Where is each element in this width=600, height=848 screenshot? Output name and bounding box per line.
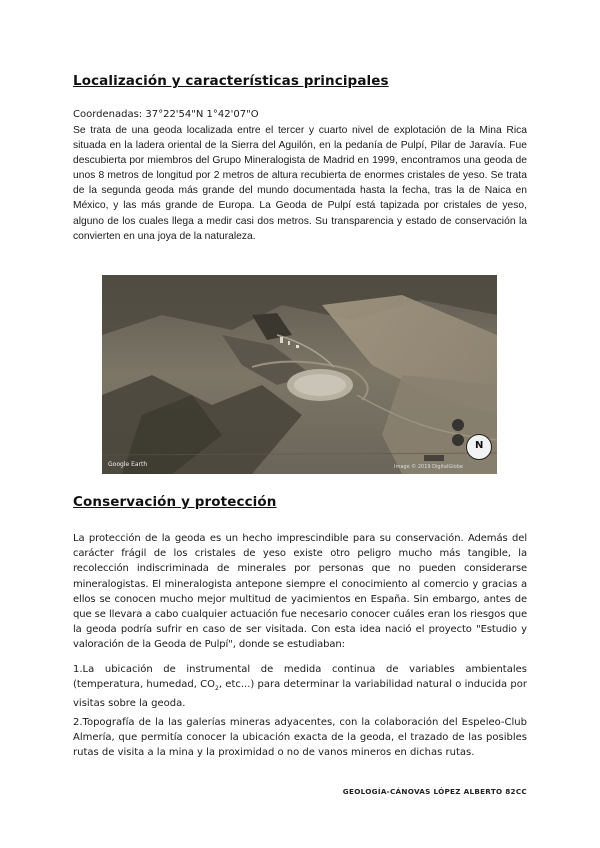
- item1-text-after: , etc...) para determinar la variabilidad natural o inducida por visitas sobre la geoda.: [73, 679, 527, 710]
- list-item-topography: 2.Topografía de la las galerías mineras adyacentes, con la colaboración del Espeleo-Club Almería, que permitía conocer la ubicación exacta de la geoda, el trazado de las posibles rutas de visita a la mina y la proximidad o no de vanos mineros en dichas rutas.: [73, 717, 527, 759]
- satellite-map-image: [102, 275, 497, 474]
- compass-icon: [466, 434, 492, 460]
- section-heading-conservation: Conservación y protección: [73, 494, 277, 510]
- item1-text-before: 1.La ubicación de instrumental de medida continua de variables ambientales (temperatura, humedad, CO: [73, 664, 527, 691]
- footer-author: GEOLOGÍA-CÁNOVAS LÓPEZ ALBERTO 82CC: [342, 787, 527, 796]
- conservation-paragraph: La protección de la geoda es un hecho imprescindible para su conservación. Además del carácter frágil de los cristales de yeso existe otro peligro mucho más tangible, la recolección indiscriminada de minerales por personas que no pueden considerarse mineralogistas. El mineralogista antepone siempre el conocimiento al comercio y gracias a ellos se conocen mucho mejor multitud de yacimientos en España. Sin embargo, antes de que se llevara a cabo cualquier actuación fue necesario conocer cuáles eran los riesgos que la geoda podría sufrir en caso de ser visitada. Con esta idea nació el proyecto "Estudio y valoración de la Geoda de Pulpí", donde se estudiaban:: [73, 533, 527, 651]
- coordinates-line: Coordenadas: 37°22'54"N 1°42'07"O: [73, 109, 259, 120]
- section-heading-location: Localización y características principales: [73, 73, 389, 89]
- co2-subscript: 2: [215, 685, 219, 693]
- satellite-terrain: [102, 275, 497, 474]
- map-imagery-caption: Image © 2019 DigitalGlobe: [394, 464, 463, 470]
- map-logo: Google Earth: [108, 461, 148, 468]
- compass-north-label: N: [475, 440, 484, 451]
- list-item-instrumentation: [73, 662, 527, 712]
- location-paragraph: Se trata de una geoda localizada entre el tercer y cuarto nivel de explotación de la Mina Rica situada en la ladera oriental de la Sierra del Aguilón, en la pedanía de Pulpí, Pilar de Jaravía. Fue descubierta por miembros del Grupo Mineralogista de Madrid en 1999, encontramos una geoda de unos 8 metros de longitud por 2 metros de altura recubierta de enormes cristales de yeso. Se trata de la segunda geoda más grande del mundo documentada hasta la fecha, tras la de Naica en México, y las más grande de Europa. La Geoda de Pulpí está tapizada por cristales de yeso, alguno de los cuales llega a medir casi dos metros. Su transparencia y estado de conservación la convierten en una joya de la naturaleza.: [73, 125, 527, 242]
